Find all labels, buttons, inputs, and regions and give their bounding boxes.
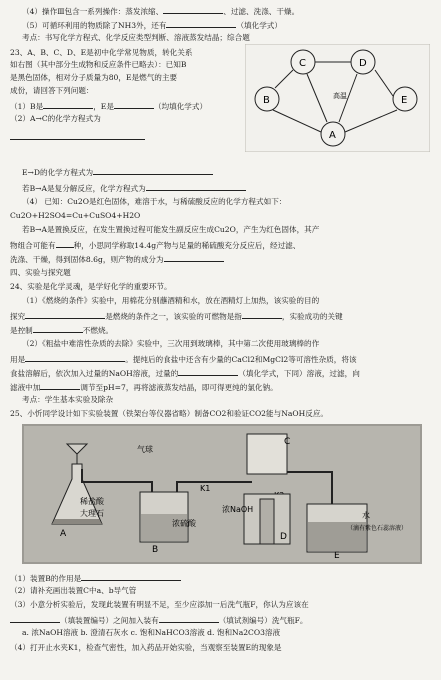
q-text: a. 浓NaOH溶液 b. 澄清石灰水 c. 饱和NaHCO3溶液 d. 饱和Na2CO3溶液 <box>22 628 281 637</box>
q-text: （1）装置B的作用是 <box>10 574 82 583</box>
label-a: A <box>60 529 67 539</box>
text-line <box>22 339 435 348</box>
q-text: 如右图（其中部分生成物和反应条件已略去）：已知B <box>10 60 187 69</box>
q-text: 、过滤、洗涤、干燥。 <box>223 7 300 16</box>
q-text: （均填化学式） <box>153 102 208 111</box>
q-text: 24、实验是化学灵魂，是学好化学的重要环节。 <box>10 282 172 291</box>
q-text: （5）可循环利用的物质除了NH3外，还有 <box>22 21 167 30</box>
answer-blank <box>114 100 154 109</box>
label-acid: 稀盐酸 <box>80 497 104 506</box>
node-a-label: A <box>329 130 336 141</box>
text-line <box>22 296 435 305</box>
text-line <box>22 19 435 30</box>
text-line <box>10 409 435 418</box>
label-bottle-b: 浓硫酸 <box>172 519 196 528</box>
q-text: 23、A、B、C、D、E是初中化学常见物质，转化关系 <box>10 48 193 57</box>
bottle-c <box>247 434 287 474</box>
text-line <box>22 5 435 16</box>
text-line <box>22 166 435 177</box>
label-marble: 大理石 <box>80 509 104 518</box>
q-text: （4）打开止水夹K1，检查气密性，加入药品开始实验，当观察至装置E的现象是 <box>10 643 282 652</box>
q-text: ，实验成功的关键 <box>281 312 343 321</box>
text-line <box>10 586 435 595</box>
text-line <box>22 33 435 42</box>
tube-d-inner <box>260 499 274 544</box>
label-d: D <box>280 532 287 542</box>
q-text: 不燃烧。 <box>82 326 114 335</box>
q-text: （2）《粗盐中难溶性杂质的去除》实验中，三次用到玻璃棒，其中第二次使用玻璃棒的作 <box>22 339 320 348</box>
text-line <box>10 211 435 220</box>
q-text: （填装置编号）之间加入装有 <box>60 616 159 625</box>
q-text: （1）《燃烧的条件》实验中，用棉花分别蘸酒精和水，放在酒精灯上加热，该实验的目的 <box>22 296 320 305</box>
q-text: （4） 已知：Cu2O是红色固体，难溶于水，与稀硫酸反应的化学方程式如下： <box>22 197 287 206</box>
q-text: 物组合可能有 <box>10 241 56 250</box>
node-c-label: C <box>299 58 306 69</box>
text-line <box>10 282 435 291</box>
answer-blank <box>40 381 80 390</box>
answer-blank <box>242 310 282 319</box>
text-line <box>22 395 435 404</box>
q-text: （2）请补充画出装置C中a、b导气管 <box>10 586 137 595</box>
conversion-diagram <box>245 44 430 152</box>
q-text: 四、实验与探究题 <box>10 268 71 277</box>
node-e-label: E <box>401 95 408 106</box>
q-text: 食盐溶解后，依次加入过量的NaOH溶液，过量的 <box>10 369 179 378</box>
section-heading <box>10 268 435 277</box>
q-text: ，E是 <box>93 102 114 111</box>
answer-blank <box>164 253 224 262</box>
label-water-note: （滴有紫色石蕊溶液） <box>347 525 408 532</box>
q-text: 用是 <box>10 355 26 364</box>
answer-blank <box>10 131 145 140</box>
q-text: （填试剂编号）洗气瓶F。 <box>218 616 308 625</box>
answer-blank <box>56 239 74 248</box>
text-line <box>10 324 435 335</box>
answer-blank <box>25 310 105 319</box>
q-text: 若B→A是复分解反应，化学方程式为 <box>22 184 146 193</box>
text-line <box>10 381 435 392</box>
equation: Cu2O+H2SO4=Cu+CuSO4+H2O <box>10 211 141 220</box>
q-text: 滤液中加 <box>10 383 41 392</box>
answer-blank <box>33 324 83 333</box>
label-water: 水 <box>362 511 370 520</box>
answer-blank <box>93 166 213 175</box>
answer-blank <box>166 19 236 28</box>
q-text: 是控制 <box>10 326 33 335</box>
text-line <box>10 310 435 321</box>
q-text: （填化学式，下同）溶液，过滤，向 <box>238 369 360 378</box>
q-text: 。提纯后的食盐中还含有少量的CaCl2和MgCl2等可溶性杂质，将该 <box>125 355 357 364</box>
text-line <box>22 628 435 637</box>
label-naoh: 浓NaOH <box>222 505 254 514</box>
label-b: B <box>152 545 159 555</box>
q-text: （3）小意分析实验后，发现此装置有明显不足，至少应添加一后洗气瓶F，你认为应该在 <box>10 600 309 609</box>
label-k1: K1 <box>200 484 211 493</box>
node-d-label: D <box>359 58 367 69</box>
text-line <box>22 182 435 193</box>
q-text: 种，小思同学称取14.4g产物与足量的稀硫酸充分反应后，经过滤、 <box>73 241 301 250</box>
q-text: （2）A→C的化学方程式为 <box>10 114 101 123</box>
q-text: 是黑色固体，相对分子质量为80，E是燃气的主要 <box>10 73 178 82</box>
apparatus-photo <box>22 424 422 564</box>
text-line <box>10 600 435 609</box>
q-text: 25、小忻同学设计如下实验装置（铁架台等仪器省略）制备CO2和验证CO2能与NaOH反应。 <box>10 409 329 418</box>
answer-blank <box>10 614 60 623</box>
q-text: 探究 <box>10 312 26 321</box>
text-line <box>10 572 435 583</box>
text-line <box>10 614 435 625</box>
q-text: 是燃烧的条件之一，该实验的可燃物是指 <box>105 312 242 321</box>
q-text: 洗涤、干燥，得到固体8.6g，则产物的成分为 <box>10 255 164 264</box>
text-line <box>10 239 435 250</box>
q-text: （4）操作Ⅲ包含一系列操作：蒸发浓缩、 <box>22 7 164 16</box>
label-balloon: 气球 <box>137 445 153 454</box>
label-c: C <box>284 437 291 447</box>
answer-blank <box>43 100 93 109</box>
q-text: 成份，请回答下列问题： <box>10 86 94 95</box>
node-b-label: B <box>263 95 270 106</box>
marble-layer <box>52 519 102 524</box>
text-line <box>10 353 435 364</box>
text-line <box>10 253 435 264</box>
q-text: （填化学式） <box>236 21 282 30</box>
q-text: 考点：学生基本实验及除杂 <box>22 395 114 404</box>
text-line <box>22 197 435 206</box>
label-e: E <box>334 551 340 561</box>
q-text: （1）B是 <box>10 102 44 111</box>
text-line <box>10 367 435 378</box>
answer-blank <box>159 614 219 623</box>
q-text: 若B→A是置换反应，在发生置换过程可能发生副反应生成Cu2O，产生为红色固体，其产 <box>22 225 320 234</box>
q-text: 考点：书写化学方程式、化学反应类型判断、溶液蒸发结晶；综合题 <box>22 33 250 42</box>
answer-blank <box>163 5 223 14</box>
q-text: E→D的化学方程式为 <box>22 168 94 177</box>
answer-blank <box>146 182 246 191</box>
answer-blank <box>25 353 125 362</box>
q-text: 调节至pH=7，再将滤液蒸发结晶，即可得更纯的氯化钠。 <box>80 383 278 392</box>
text-line <box>22 225 435 234</box>
text-line <box>10 643 435 652</box>
answer-blank <box>81 572 181 581</box>
edge-label-gaowen: 高温 <box>333 92 347 100</box>
answer-blank <box>178 367 238 376</box>
